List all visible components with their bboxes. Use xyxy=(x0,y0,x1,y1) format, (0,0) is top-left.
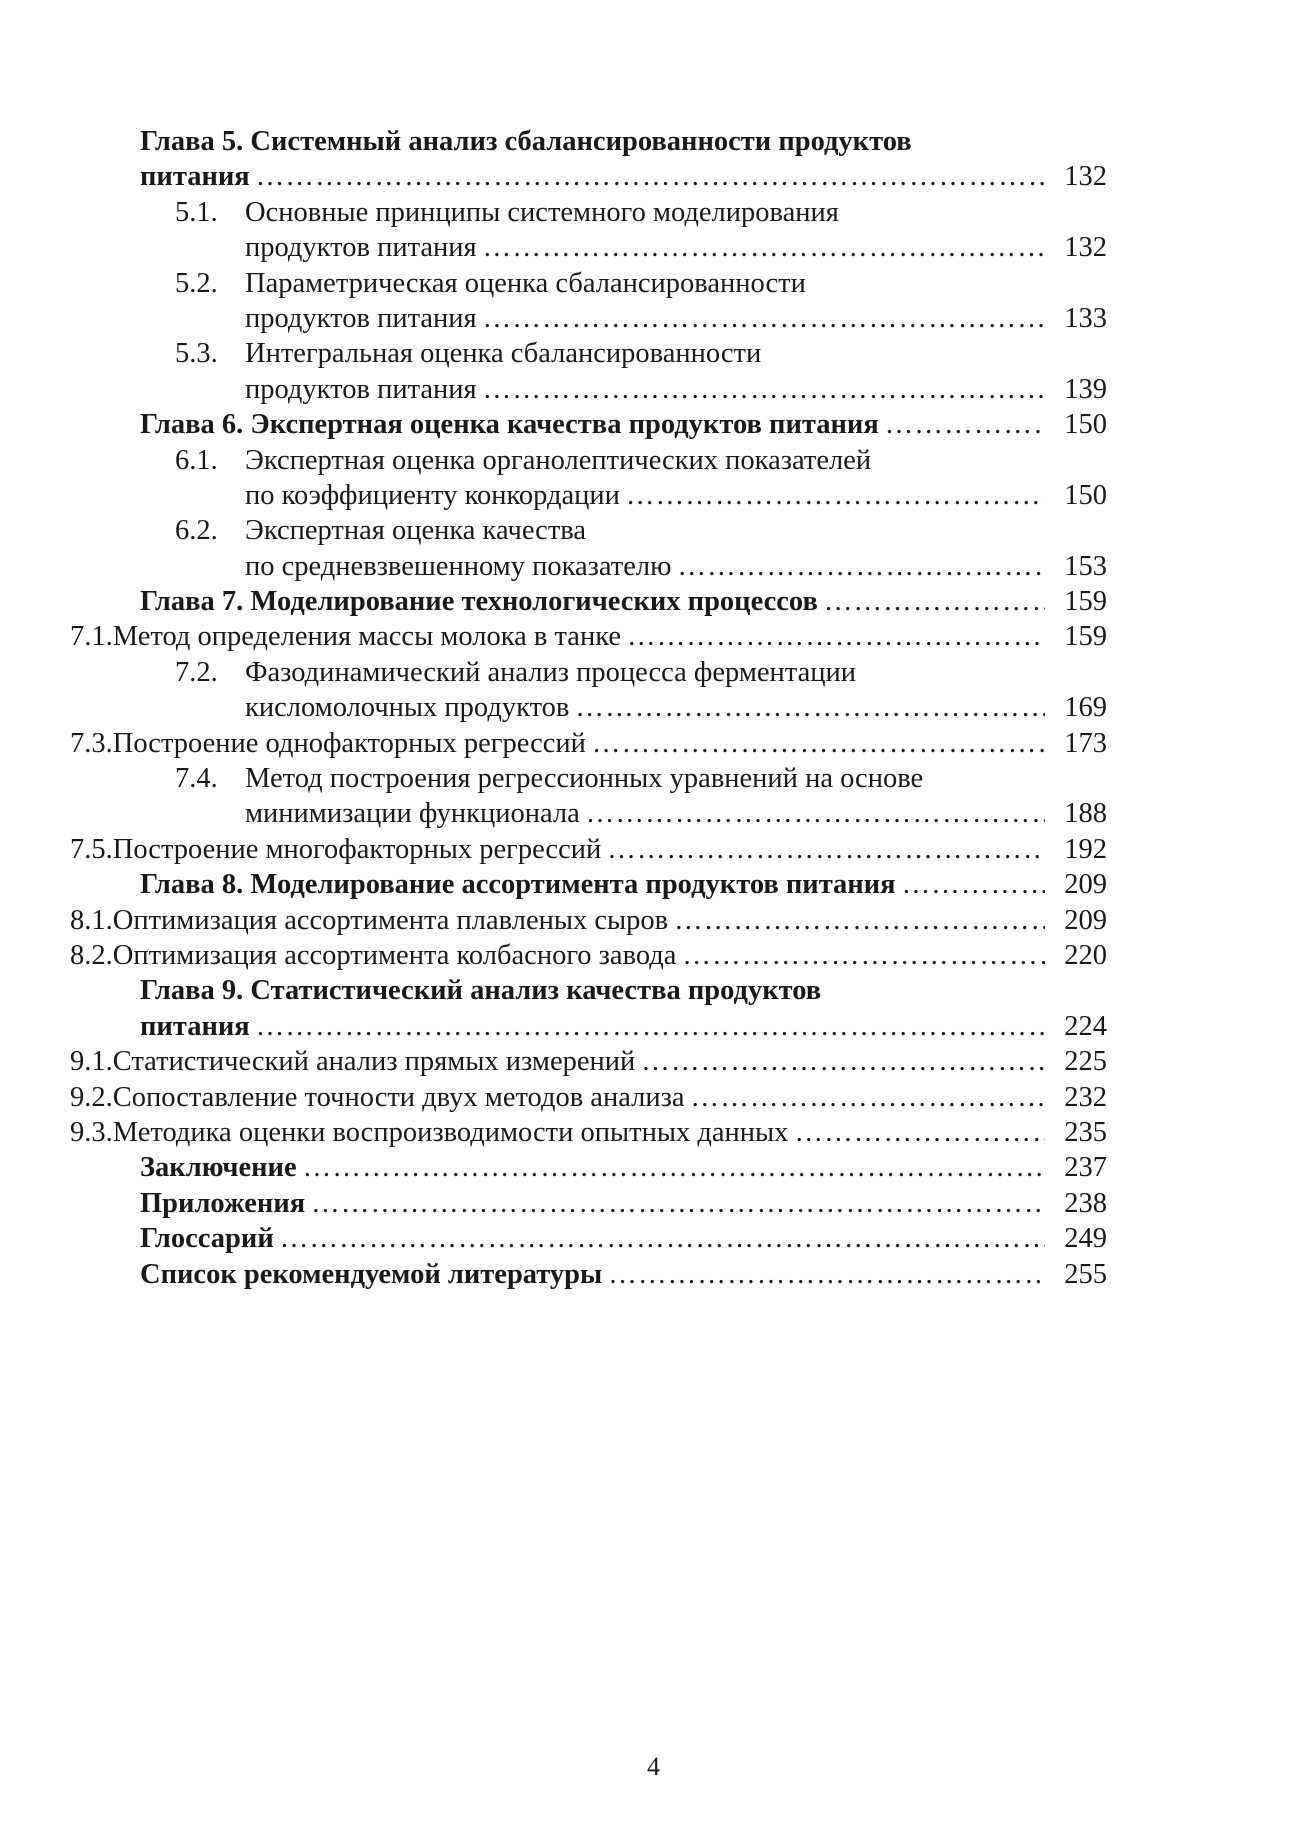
toc-section-row xyxy=(70,903,1107,938)
toc-dot-leader xyxy=(477,230,1045,265)
toc-section-number: 7.2. xyxy=(175,656,218,688)
toc-entry-title: Построение однофакторных регрессий xyxy=(112,727,586,759)
toc-dot-leader xyxy=(685,1080,1046,1115)
toc-dot-leader xyxy=(586,726,1045,761)
toc-page-number: 159 xyxy=(1064,586,1107,618)
toc-section-row xyxy=(70,726,1107,761)
toc-section-row xyxy=(140,195,1107,230)
toc-section-row xyxy=(140,230,1107,265)
toc-page-number: 133 xyxy=(1064,302,1107,334)
toc-section-number: 7.1. xyxy=(70,621,113,653)
toc-page-number: 220 xyxy=(1064,939,1107,971)
toc-entry-title: Сопоставление точности двух методов анализа xyxy=(112,1081,685,1113)
toc-section-number: 6.1. xyxy=(175,444,218,476)
toc-dot-leader xyxy=(896,867,1045,902)
toc-dot-leader xyxy=(818,584,1045,619)
toc-entry-title: кисломолочных продуктов xyxy=(245,692,570,724)
toc-entry-title: Параметрическая оценка сбалансированности xyxy=(245,267,806,299)
toc-section-row xyxy=(70,1044,1107,1079)
toc-entry-title: Статистический анализ прямых измерений xyxy=(112,1046,636,1078)
toc-entry-title: Оптимизация ассортимента колбасного завода xyxy=(112,939,677,971)
toc-chapter-row xyxy=(140,973,1107,1008)
toc-dot-leader xyxy=(477,372,1045,407)
toc-chapter-row xyxy=(140,159,1107,194)
toc-dot-leader xyxy=(569,690,1045,725)
toc-entry-title: питания xyxy=(140,161,250,193)
toc-dot-leader xyxy=(621,619,1045,654)
toc-section-number: 9.1. xyxy=(70,1046,113,1078)
toc-dot-leader xyxy=(250,159,1045,194)
toc-section-row xyxy=(70,619,1107,654)
toc-entry-title: Оптимизация ассортимента плавленых сыров xyxy=(112,904,669,936)
toc-entry-title: Экспертная оценка качества xyxy=(245,515,587,547)
toc-entry-title: Методика оценки воспроизводимости опытных данных xyxy=(112,1116,789,1148)
toc-entry-title: Список рекомендуемой литературы xyxy=(140,1258,603,1290)
toc-entry-title: Основные принципы системного моделирования xyxy=(245,196,839,228)
toc-dot-leader xyxy=(477,301,1045,336)
toc-section-number: 7.3. xyxy=(70,727,113,759)
toc-entry-title: Метод построения регрессионных уравнений на основе xyxy=(245,763,924,795)
toc-page-number: 169 xyxy=(1064,692,1107,724)
toc-section-number: 9.3. xyxy=(70,1116,113,1148)
toc-section-number: 7.4. xyxy=(175,763,218,795)
toc-dot-leader xyxy=(635,1044,1045,1079)
toc-entry-title: Глава 5. Системный анализ сбалансированности продуктов xyxy=(140,126,912,157)
toc-page-number: 150 xyxy=(1064,479,1107,511)
toc-page-number: 153 xyxy=(1064,550,1107,582)
toc-dot-leader xyxy=(668,903,1045,938)
toc-page-number: 159 xyxy=(1064,621,1107,653)
toc-entry-title: Приложения xyxy=(140,1187,306,1219)
toc-dot-leader xyxy=(620,478,1045,513)
toc-chapter-row xyxy=(140,407,1107,442)
toc-entry-title: Метод определения массы молока в танке xyxy=(112,621,621,653)
toc-dot-leader xyxy=(250,1009,1045,1044)
toc-section-row xyxy=(70,1080,1107,1115)
toc-page-number: 235 xyxy=(1064,1116,1107,1148)
toc-page-number: 224 xyxy=(1064,1010,1107,1042)
toc-section-number: 8.1. xyxy=(70,904,113,936)
toc-section-row xyxy=(140,655,1107,690)
toc-entry-title: по коэффициенту конкордации xyxy=(245,479,620,511)
toc-dot-leader xyxy=(788,1115,1045,1150)
toc-chapter-row xyxy=(140,584,1107,619)
toc-page-number: 237 xyxy=(1064,1152,1107,1184)
toc-dot-leader xyxy=(297,1150,1045,1185)
toc-section-row xyxy=(70,1115,1107,1150)
toc-chapter-row xyxy=(140,1186,1107,1221)
toc-entry-title: по средневзвешенному показателю xyxy=(245,550,672,582)
toc-chapter-row xyxy=(140,867,1107,902)
toc-dot-leader xyxy=(274,1221,1045,1256)
toc-section-row xyxy=(140,549,1107,584)
page-number: 4 xyxy=(647,1752,660,1781)
toc-section-row xyxy=(140,478,1107,513)
toc-page-number: 238 xyxy=(1064,1187,1107,1219)
toc-section-row xyxy=(140,761,1107,796)
toc-entry-title: Экспертная оценка органолептических показателей xyxy=(245,444,872,476)
toc-entry-title: Построение многофакторных регрессий xyxy=(112,833,602,865)
toc-page-number: 255 xyxy=(1064,1258,1107,1290)
toc-section-row xyxy=(140,266,1107,301)
toc-entry-title: Глава 8. Моделирование ассортимента продуктов питания xyxy=(140,869,896,901)
toc-dot-leader xyxy=(671,549,1045,584)
toc-page-number: 139 xyxy=(1064,373,1107,405)
toc-section-row xyxy=(70,938,1107,973)
toc-entry-title: Глава 7. Моделирование технологических процессов xyxy=(140,586,818,618)
toc-section-row xyxy=(140,372,1107,407)
toc-chapter-row xyxy=(140,1009,1107,1044)
toc-chapter-row xyxy=(140,1150,1107,1185)
toc-dot-leader xyxy=(676,938,1045,973)
toc-dot-leader xyxy=(305,1186,1045,1221)
toc-section-number: 8.2. xyxy=(70,939,113,971)
toc-entry-title: Глоссарий xyxy=(140,1223,274,1255)
toc-section-row xyxy=(140,690,1107,725)
toc-page-number: 225 xyxy=(1064,1046,1107,1078)
toc-page-number: 232 xyxy=(1064,1081,1107,1113)
toc-section-row xyxy=(140,301,1107,336)
toc-section-row xyxy=(70,832,1107,867)
toc-dot-leader xyxy=(602,1257,1045,1292)
toc-section-number: 7.5. xyxy=(70,833,113,865)
toc-section-number: 6.2. xyxy=(175,515,218,547)
toc-page-number: 209 xyxy=(1064,904,1107,936)
toc-section-number: 9.2. xyxy=(70,1081,113,1113)
toc-section-number: 5.3. xyxy=(175,338,218,370)
toc-section-number: 5.2. xyxy=(175,267,218,299)
toc-page-number: 150 xyxy=(1064,409,1107,441)
toc-dot-leader xyxy=(879,407,1045,442)
toc-chapter-row xyxy=(140,124,1107,159)
toc-entry-title: Интегральная оценка сбалансированности xyxy=(245,338,762,370)
toc-chapter-row xyxy=(140,1221,1107,1256)
toc-dot-leader xyxy=(580,796,1045,831)
table-of-contents xyxy=(70,124,1107,1292)
toc-entry-title: продуктов питания xyxy=(245,302,477,334)
toc-entry-title: продуктов питания xyxy=(245,373,477,405)
toc-page-number: 132 xyxy=(1064,232,1107,264)
toc-entry-title: минимизации функционала xyxy=(245,798,580,830)
toc-section-row xyxy=(140,443,1107,478)
toc-page-number: 132 xyxy=(1064,161,1107,193)
toc-page-number: 249 xyxy=(1064,1223,1107,1255)
toc-section-row xyxy=(140,796,1107,831)
toc-page-number: 209 xyxy=(1064,869,1107,901)
toc-section-row xyxy=(140,336,1107,371)
toc-entry-title: питания xyxy=(140,1010,250,1042)
toc-page-number: 173 xyxy=(1064,727,1107,759)
toc-entry-title: Глава 6. Экспертная оценка качества продуктов питания xyxy=(140,409,879,441)
toc-page-number: 192 xyxy=(1064,833,1107,865)
toc-chapter-row xyxy=(140,1257,1107,1292)
toc-entry-title: Глава 9. Статистический анализ качества продуктов xyxy=(140,975,822,1007)
toc-section-row xyxy=(140,513,1107,548)
toc-entry-title: Заключение xyxy=(140,1152,297,1184)
toc-entry-title: Фазодинамический анализ процесса ферментации xyxy=(245,656,856,688)
toc-page-number: 188 xyxy=(1064,798,1107,830)
toc-entry-title: продуктов питания xyxy=(245,232,477,264)
toc-dot-leader xyxy=(601,832,1045,867)
toc-section-number: 5.1. xyxy=(175,196,218,228)
